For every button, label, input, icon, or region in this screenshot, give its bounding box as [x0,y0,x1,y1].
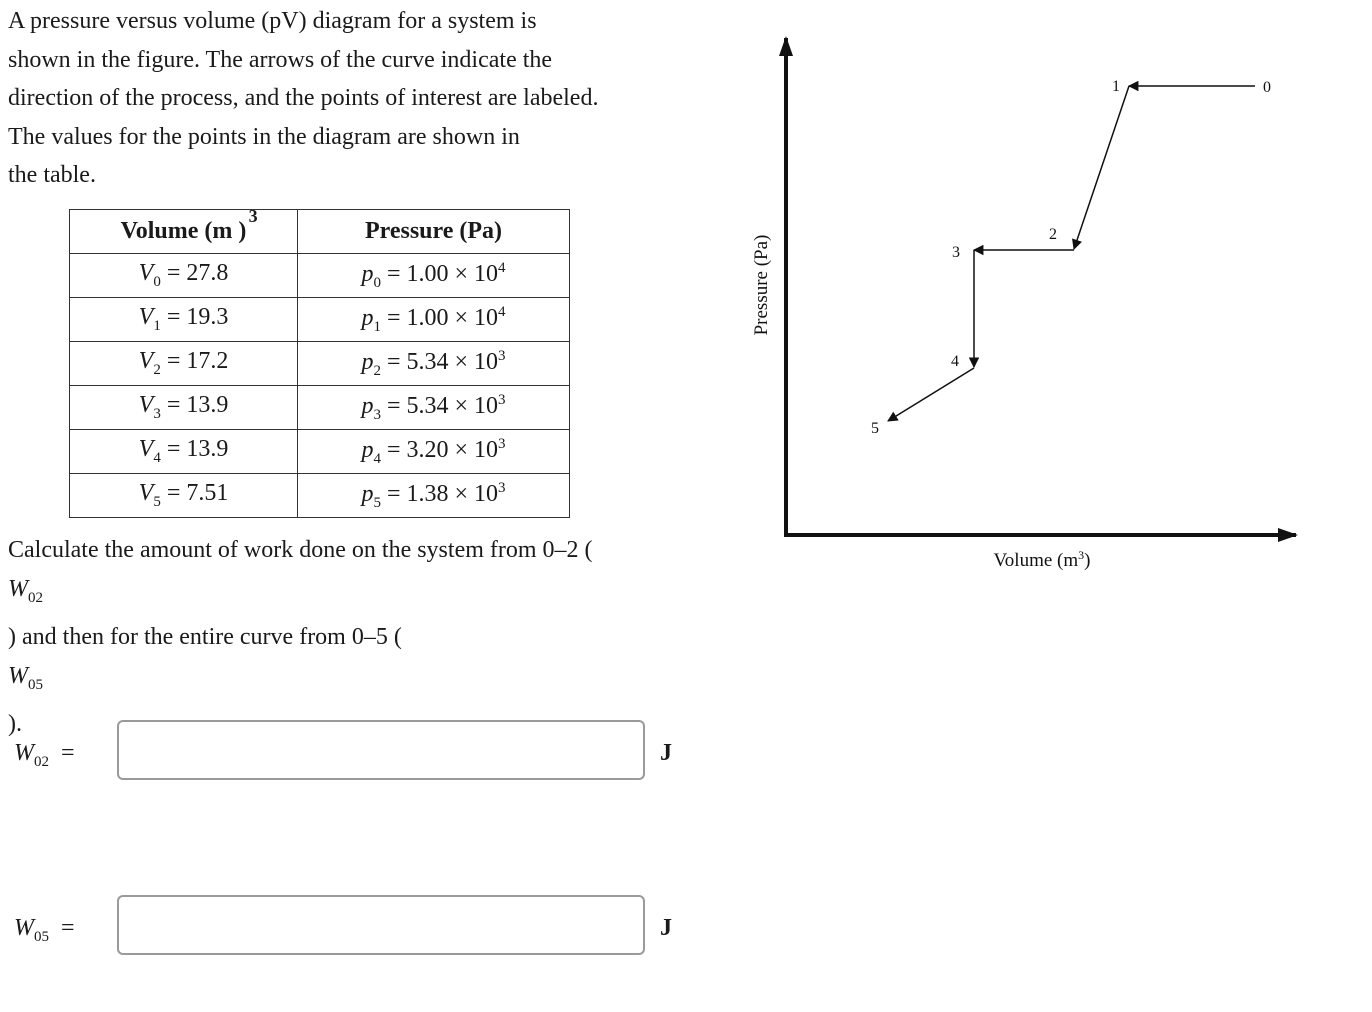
question-line-2 [8,570,708,744]
v-symbol: V [138,348,154,375]
v-subscript: 2 [153,361,161,378]
question-line-1: Calculate the amount of work done on the system from 0–2 ( [8,537,593,563]
volume-cell [70,386,298,430]
intro-line: A pressure versus volume (pV) diagram for a system is [8,8,537,34]
pv-diagram [740,20,1320,580]
w-symbol: W [8,662,28,689]
volume-header-superscript: 3 [248,206,258,226]
x-axis-label [994,548,1091,571]
p-subscript: 4 [373,450,381,467]
w02-unit: J [660,740,672,766]
segment-1-2 [1074,86,1129,249]
intro-line: the table. [8,162,96,188]
p-subscript: 5 [373,494,381,511]
v-subscript: 1 [153,317,161,334]
table-row [70,298,570,342]
pressure-cell [298,342,570,386]
intro-line: shown in the figure. The arrows of the curve indicate the [8,46,553,73]
w02-label [14,740,75,771]
w-subscript: 02 [28,589,43,606]
point-label-5: 5 [871,420,879,437]
volume-cell [70,342,298,386]
answer-row-w05 [0,895,700,959]
v-value: = 13.9 [166,436,229,463]
volume-cell [70,474,298,518]
p-symbol: p [361,392,374,419]
x-axis-label-text: Volume (m [993,550,1079,571]
p-exponent: 4 [498,259,506,276]
p-symbol: p [361,348,374,375]
pressure-cell [298,474,570,518]
p-subscript: 1 [373,318,381,335]
v-value: = 27.8 [166,260,229,287]
p-exponent: 3 [498,435,506,452]
question-text [8,531,708,744]
p-value: = 1.00 × 10 [386,304,499,331]
question-end: ). [8,710,22,737]
w-symbol: W [14,740,34,766]
v-subscript: 4 [153,449,161,466]
p-exponent: 4 [498,303,506,320]
p-exponent: 3 [498,347,506,364]
point-label-0: 0 [1263,79,1271,96]
pressure-cell [298,254,570,298]
volume-header [70,206,298,254]
equals-sign: = [61,740,75,766]
v-symbol: V [138,304,154,331]
v-value: = 13.9 [166,392,229,419]
w02-input[interactable] [117,720,645,780]
volume-cell [70,254,298,298]
v-symbol: V [138,392,154,419]
x-axis-label-sup: 3 [1078,548,1085,562]
point-label-4: 4 [951,353,959,370]
table-row [70,342,570,386]
v-subscript: 0 [153,273,161,290]
pressure-cell [298,430,570,474]
p-symbol: p [361,436,374,463]
v-subscript: 3 [153,405,161,422]
table-row [70,430,570,474]
values-table [69,206,570,518]
p-subscript: 0 [373,274,381,291]
pressure-cell [298,298,570,342]
v-subscript: 5 [153,493,161,510]
x-axis-label-end: ) [1084,550,1091,571]
w05-input[interactable] [117,895,645,955]
p-value: = 3.20 × 10 [386,436,499,463]
answer-row-w02 [0,720,700,784]
w05-label [14,915,75,946]
segment-4-5 [888,368,974,421]
w05-unit: J [660,915,672,941]
p-symbol: p [361,260,374,287]
v-value: = 17.2 [166,348,229,375]
w-symbol: W [14,915,34,941]
w-subscript: 02 [34,753,49,770]
point-label-2: 2 [1049,226,1057,243]
question-mid: ) and then for the entire curve from 0–5 ( [8,623,402,650]
v-value: = 19.3 [166,304,229,331]
table-header-row [70,210,570,254]
table-row [70,474,570,518]
intro-line: The values for the points in the diagram are shown in [8,123,520,150]
p-subscript: 2 [373,362,381,379]
p-value: = 5.34 × 10 [386,392,499,419]
y-axis-label: Pressure (Pa) [751,234,772,336]
p-subscript: 3 [373,406,381,423]
v-symbol: V [138,260,154,287]
v-value: = 7.51 [166,480,229,507]
table-row [70,386,570,430]
pressure-header: Pressure (Pa) [298,210,570,254]
w-symbol: W [8,576,28,602]
problem-intro [8,2,688,195]
p-symbol: p [361,304,374,331]
p-exponent: 3 [498,479,506,496]
p-value: = 1.38 × 10 [386,480,499,507]
pressure-cell [298,386,570,430]
p-symbol: p [361,480,374,507]
p-value: = 1.00 × 10 [386,260,499,287]
intro-line: direction of the process, and the points of interest are labeled. [8,85,599,111]
volume-cell [70,298,298,342]
equals-sign: = [61,915,75,941]
w-subscript: 05 [28,676,43,693]
v-symbol: V [138,436,154,463]
point-label-1: 1 [1112,78,1120,95]
v-symbol: V [138,480,154,507]
p-value: = 5.34 × 10 [386,348,499,375]
volume-header-text: Volume (m ) [120,218,247,244]
point-label-3: 3 [952,244,960,261]
volume-cell [70,430,298,474]
w-subscript: 05 [34,928,49,945]
p-exponent: 3 [498,391,506,408]
table-row [70,254,570,298]
